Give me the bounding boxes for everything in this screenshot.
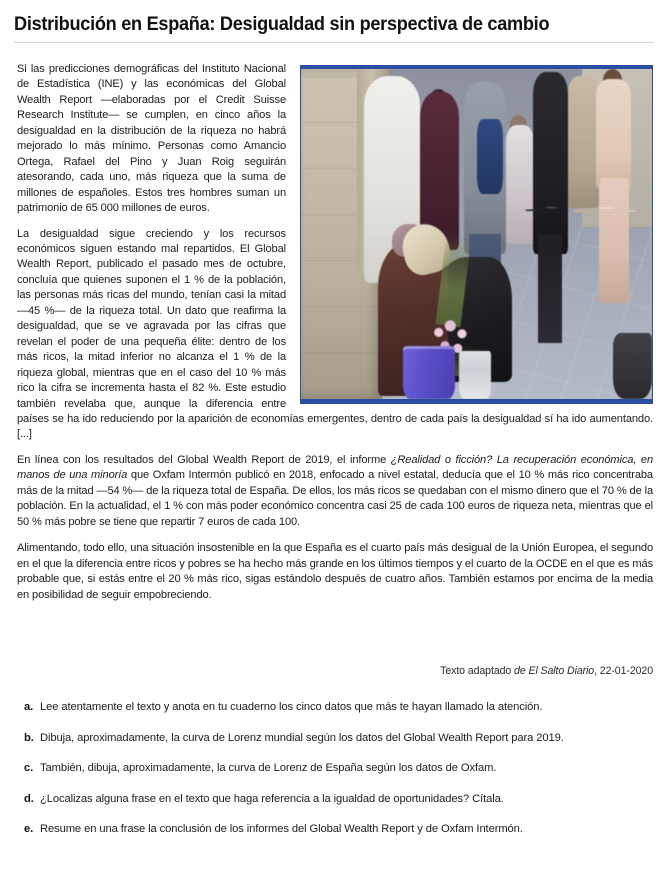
exercise-letter-e: e. <box>24 823 34 835</box>
exercise-item-c <box>24 761 649 775</box>
source-attribution <box>17 665 653 677</box>
report-title-italic: ¿Realidad o ficción? La recuperación económica, en manos de una minoría <box>17 453 653 482</box>
title-divider <box>14 42 654 43</box>
paragraph-2: La desigualdad sigue creciendo y los recursos económicos siguen estando mal repartidos. El Global Wealth Report, publicado el pasado mes de octubre, concluía que quienes suponen el 1 % de la población, las personas más ricas del mundo, tenían casi la mitad —45 %— de la riqueza total. Un dato que reafirma la desigualdad, que se ve agravada por las cifras que revelan el poder de una pequeña élite: dentro de los más ricos, la mitad inferior no alcanza el 1 % de la riqueza global, mientras que en el caso del 10 % más rico la cifra se incrementa hasta el 82 %. Este estudio también revelaba que, aunque la diferencia entre países se ha ido reduciendo por la aparición de economías emergentes, dentro de cada país la desigualdad sí ha ido aumentando. [...] <box>17 227 653 441</box>
exercise-text-b: Dibuja, aproximadamente, la curva de Lorenz mundial según los datos del Global Wealth Report para 2019. <box>40 731 564 744</box>
photo-scene <box>301 69 652 399</box>
article-body <box>17 62 653 614</box>
exercise-text-e: Resume en una frase la conclusión de los informes del Global Wealth Report y de Oxfam Intermón. <box>40 823 523 835</box>
paragraph-3-part-a: En línea con los resultados del Global Wealth Report de 2019, el informe <box>17 453 391 466</box>
photo-grain-overlay <box>301 69 652 399</box>
exercise-item-a <box>24 700 649 714</box>
exercise-text-c: También, dibuja, aproximadamente, la curva de Lorenz de España según los datos de Oxfam. <box>40 762 497 774</box>
attribution-prefix: Texto adaptado <box>440 665 515 677</box>
attribution-source: de El Salto Diario <box>514 665 595 677</box>
exercise-letter-a: a. <box>24 701 34 713</box>
attribution-date: , 22-01-2020 <box>594 665 653 677</box>
exercise-list <box>24 700 649 853</box>
article-photo <box>300 65 653 404</box>
exercise-item-d <box>24 792 649 806</box>
paragraph-1: Si las predicciones demográficas del Instituto Nacional de Estadística (INE) y las económicas del Global Wealth Report —elaboradas por el Credit Suisse Research Institute— se cumplen, en cinco años la desigualdad en la distribución de la riqueza no habrá mejorado lo más mínimo. Personas como Amancio Ortega, Rafael del Pino y Juan Roig seguirán atesorando, cada uno, más riqueza que la suma de millones de españoles. Estos tres hombres suman un patrimonio de 65 000 millones de euros. <box>17 63 286 215</box>
exercise-letter-b: b. <box>24 731 34 744</box>
exercise-text-d: ¿Localizas alguna frase en el texto que haga referencia a la igualdad de oportunidades? Cítala. <box>40 792 504 805</box>
exercise-item-e <box>24 822 649 836</box>
exercise-item-b <box>24 731 649 745</box>
paragraph-4: Alimentando, todo ello, una situación insostenible en la que España es el cuarto país más desigual de la Unión Europea, el segundo en el que la diferencia entre ricos y pobres se ha hecho más grande en los últimos tiempos y el cuarto de la OCDE en el que es más probable que, si estás entre el 20 % más rico, sigas estándolo después de cuatro años. También estamos por encima de la media en posibilidad de seguir empobreciendo. <box>17 542 653 601</box>
exercise-letter-d: d. <box>24 792 34 805</box>
exercise-letter-c: c. <box>24 762 34 774</box>
exercise-text-a: Lee atentamente el texto y anota en tu cuaderno los cinco datos que más te hayan llamado la atención. <box>40 701 543 713</box>
paragraph-3 <box>17 453 653 530</box>
paragraph-3-part-b: que Oxfam Intermón publicó en 2018, enfocado a nivel estatal, deducía que el 10 % más rico concentraba más de la mitad —54 %— de la riqueza total de España. De ellos, los más ricos se quedaban con el mismo dinero que el 70 % de la población. En la actualidad, el 1 % con más poder económico concentra casi 25 de cada 100 euros de riqueza neta, mientras que el 50 % más pobre se tiene que repartir 7 euros de cada 100. <box>17 469 653 528</box>
page-title: Distribución en España: Desigualdad sin perspectiva de cambio <box>14 13 550 35</box>
